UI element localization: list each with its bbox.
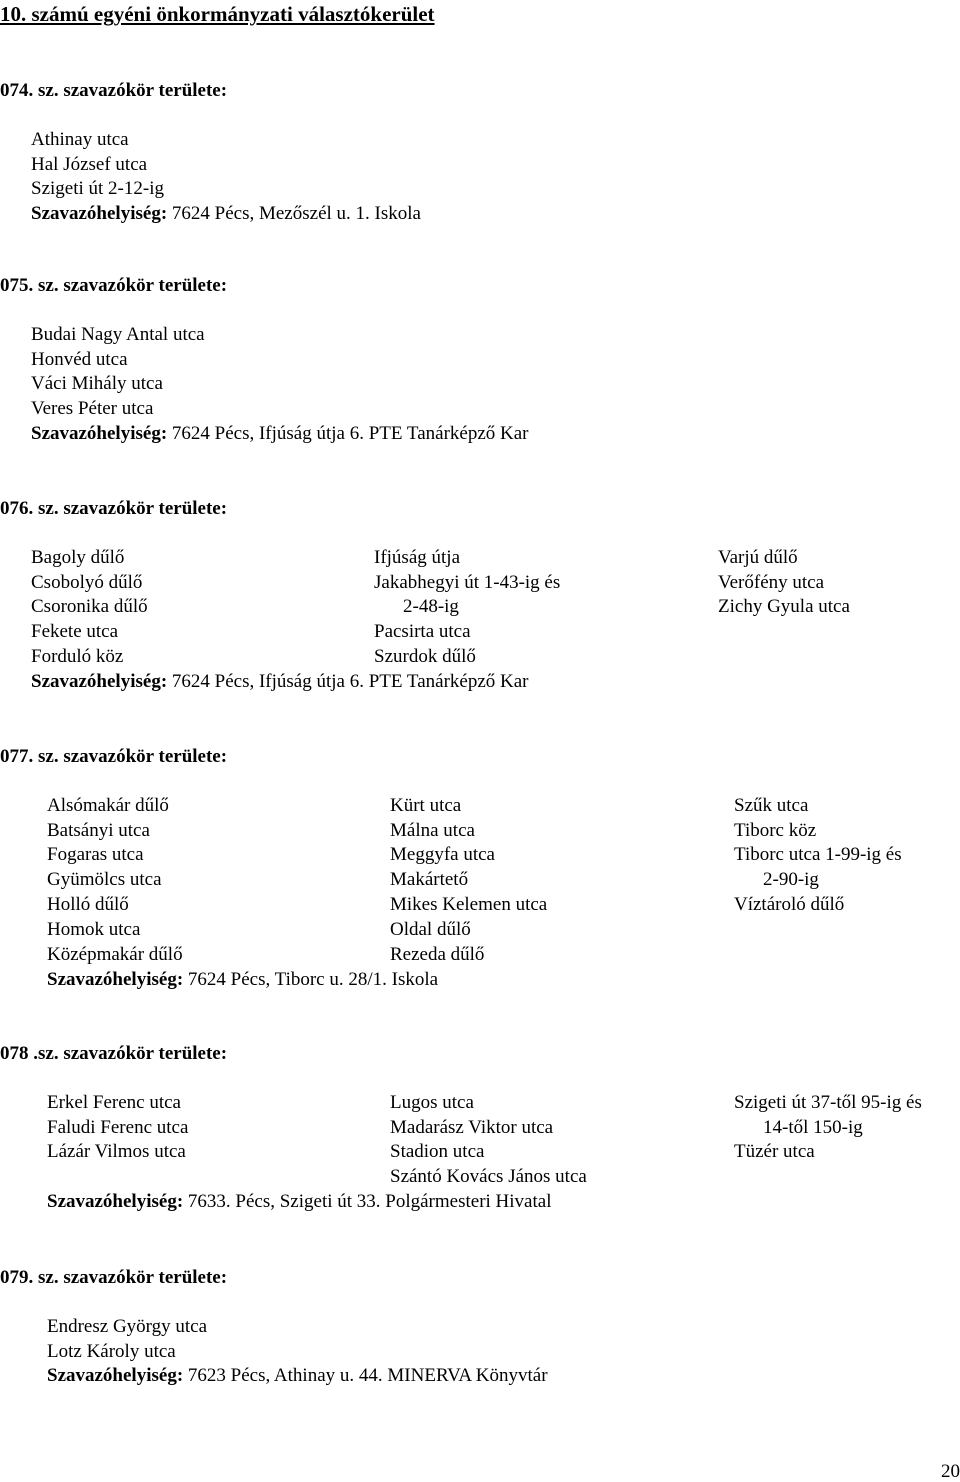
street-block (0, 323, 960, 447)
street-item: Középmakár dűlő (47, 943, 183, 965)
street-list (31, 128, 960, 202)
street-item: Szűk utca (734, 794, 809, 816)
street-item: Faludi Ferenc utca (47, 1116, 189, 1138)
polling-address: 7624 Pécs, Ifjúság útja 6. PTE Tanárképző Kar (171, 422, 529, 444)
street-item: Ifjúság útja (374, 546, 461, 568)
street-block (0, 1315, 960, 1389)
polling-place (47, 968, 960, 993)
street-item: Alsómakár dűlő (47, 794, 169, 816)
street-item: Rezeda dűlő (390, 943, 485, 965)
polling-label: Szavazóhelyiség: (31, 422, 168, 444)
street-item: Batsányi utca (47, 819, 150, 841)
street-item: Víztároló dűlő (734, 893, 845, 915)
polling-place (31, 202, 960, 227)
street-block (0, 1091, 960, 1215)
page-title: 10. számú egyéni önkormányzati választókerület (0, 2, 435, 26)
street-column-1 (31, 546, 148, 670)
polling-address: 7633. Pécs, Szigeti út 33. Polgármesteri Hivatal (187, 1190, 552, 1212)
district-heading: 074. sz. szavazókör területe: (0, 80, 228, 101)
street-block (0, 794, 960, 993)
street-item: Pacsirta utca (374, 621, 471, 643)
district-074 (0, 79, 960, 227)
polling-place (47, 1364, 960, 1389)
district-heading: 075. sz. szavazókör területe: (0, 275, 228, 296)
street-item: Tüzér utca (734, 1141, 815, 1163)
street-item: 2-90-ig (763, 869, 819, 891)
street-column-1 (47, 1091, 188, 1165)
street-columns (31, 546, 960, 670)
polling-address: 7624 Pécs, Tiborc u. 28/1. Iskola (187, 968, 439, 990)
street-item: Madarász Viktor utca (390, 1116, 554, 1138)
polling-address: 7624 Pécs, Ifjúság útja 6. PTE Tanárképző Kar (171, 670, 529, 692)
street-item: Meggyfa utca (390, 844, 495, 866)
street-item: Kürt utca (390, 794, 462, 816)
street-item: Endresz György utca (47, 1315, 208, 1337)
street-item: Lotz Károly utca (47, 1340, 176, 1362)
polling-label: Szavazóhelyiség: (47, 1365, 184, 1387)
street-item: Szurdok dűlő (374, 645, 476, 667)
district-heading: 077. sz. szavazókör területe: (0, 746, 228, 767)
polling-place (31, 422, 960, 447)
polling-label: Szavazóhelyiség: (31, 203, 168, 225)
street-column-3 (734, 794, 902, 918)
district-078 (0, 1042, 960, 1215)
district-079 (0, 1266, 960, 1389)
street-item: 2-48-ig (403, 596, 459, 618)
street-item: Makártető (390, 869, 469, 891)
street-item: Homok utca (47, 918, 141, 940)
street-columns (47, 1091, 960, 1190)
street-list (47, 1315, 960, 1365)
street-list (31, 323, 960, 422)
street-block (0, 546, 960, 695)
street-block (0, 128, 960, 227)
polling-label: Szavazóhelyiség: (47, 968, 184, 990)
street-item: Forduló köz (31, 645, 124, 667)
street-item: Málna utca (390, 819, 475, 841)
street-columns (47, 794, 960, 968)
street-item: Tiborc köz (734, 819, 817, 841)
street-column-2 (374, 546, 560, 670)
polling-place (31, 670, 960, 695)
street-item: Holló dűlő (47, 893, 129, 915)
polling-label: Szavazóhelyiség: (31, 670, 168, 692)
street-column-1 (47, 794, 183, 968)
street-item: Athinay utca (31, 128, 129, 150)
street-item: Lugos utca (390, 1091, 474, 1113)
street-item: Szigeti út 37-től 95-ig és (734, 1091, 922, 1113)
street-item: Hal József utca (31, 153, 148, 175)
street-item: Honvéd utca (31, 348, 128, 370)
page-number: 20 (941, 1461, 960, 1482)
street-item: Jakabhegyi út 1-43-ig és (374, 571, 561, 593)
district-heading: 076. sz. szavazókör területe: (0, 498, 228, 519)
street-item: 14-től 150-ig (763, 1116, 863, 1138)
street-item: Bagoly dűlő (31, 546, 125, 568)
street-column-2 (390, 1091, 587, 1190)
district-heading: 079. sz. szavazókör területe: (0, 1267, 228, 1288)
street-item: Verőfény utca (718, 571, 825, 593)
street-item: Mikes Kelemen utca (390, 893, 548, 915)
street-item: Oldal dűlő (390, 918, 471, 940)
polling-address: 7623 Pécs, Athinay u. 44. MINERVA Könyvtár (187, 1365, 548, 1387)
polling-label: Szavazóhelyiség: (47, 1190, 184, 1212)
district-076 (0, 497, 960, 695)
street-item: Zichy Gyula utca (718, 596, 850, 618)
street-item: Szigeti út 2-12-ig (31, 178, 164, 200)
polling-place (47, 1190, 960, 1215)
street-item: Váci Mihály utca (31, 373, 163, 395)
district-077 (0, 745, 960, 993)
district-075 (0, 274, 960, 447)
district-heading: 078 .sz. szavazókör területe: (0, 1043, 228, 1064)
street-item: Csobolyó dűlő (31, 571, 143, 593)
street-column-2 (390, 794, 547, 968)
polling-address: 7624 Pécs, Mezőszél u. 1. Iskola (171, 203, 421, 225)
street-item: Stadion utca (390, 1141, 485, 1163)
street-item: Varjú dűlő (718, 546, 798, 568)
street-item: Fogaras utca (47, 844, 144, 866)
street-item: Veres Péter utca (31, 398, 154, 420)
street-item: Erkel Ferenc utca (47, 1091, 181, 1113)
street-column-3 (718, 546, 850, 620)
street-item: Lázár Vilmos utca (47, 1141, 186, 1163)
street-item: Tiborc utca 1-99-ig és (734, 844, 902, 866)
street-item: Szántó Kovács János utca (390, 1166, 587, 1188)
street-item: Fekete utca (31, 621, 119, 643)
street-item: Budai Nagy Antal utca (31, 323, 205, 345)
street-item: Gyümölcs utca (47, 869, 162, 891)
street-column-3 (734, 1091, 922, 1165)
street-item: Csoronika dűlő (31, 596, 148, 618)
